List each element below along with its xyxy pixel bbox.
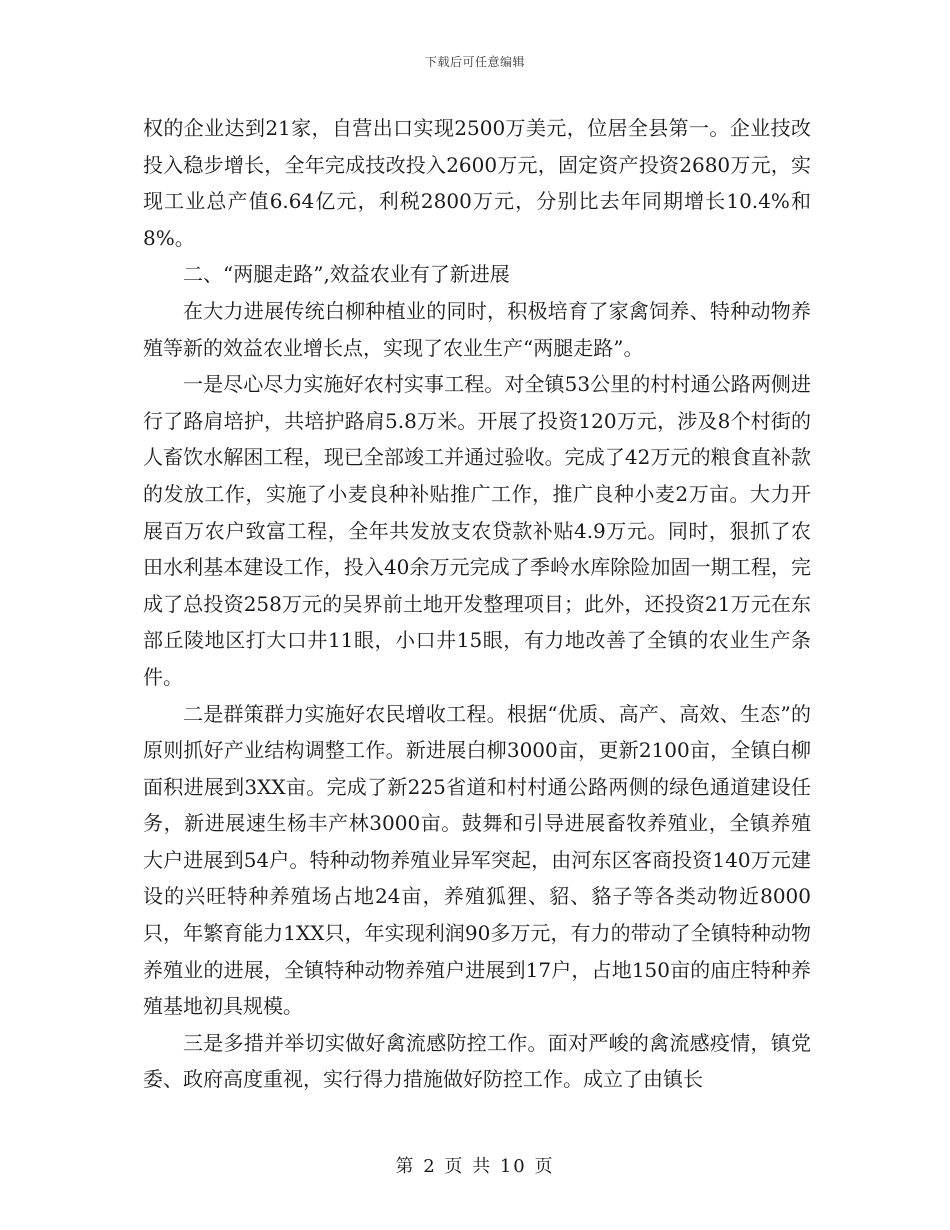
body-text	[143, 110, 811, 1098]
page-footer: 第 2 页 共 10 页	[395, 1156, 555, 1177]
paragraph-1: 权的企业达到21家，自营出口实现2500万美元，位居全县第一。企业技改投入稳步增长，全年完成技改投入2600万元，固定资产投资2680万元，实现工业总产值6.64亿元，利税2800万元，分别比去年同期增长10.4%和8%。	[143, 116, 811, 250]
page-header: 下载后可任意编辑	[424, 55, 525, 69]
paragraph-4: 二是群策群力实施好农民增收工程。根据“优质、高产、高效、生态”的原则抓好产业结构调整工作。新进展白柳3000亩，更新2100亩，全镇白柳面积进展到3XX亩。完成了新225省道和村村通公路两侧的绿色通道建设任务，新进展速生杨丰产林3000亩。鼓舞和引导进展畜牧养殖业，全镇养殖大户进展到54户。特种动物养殖业异军突起，由河东区客商投资140万元建设的兴旺特种养殖场占地24亩，养殖狐狸、貂、貉子等各类动物近8000只，年繁育能力1XX只，年实现利润90多万元，有力的带动了全镇特种动物养殖业的进展，全镇特种动物养殖户进展到17户，占地150亩的庙庄特种养殖基地初具规模。	[143, 701, 811, 1019]
paragraph-2: 在大力进展传统白柳种植业的同时，积极培育了家禽饲养、特种动物养殖等新的效益农业增长点，实现了农业生产“两腿走路”。	[143, 298, 811, 360]
paragraph-5: 三是多措并举切实做好禽流感防控工作。面对严峻的禽流感疫情，镇党委、政府高度重视，实行得力措施做好防控工作。成立了由镇长	[143, 1030, 811, 1092]
section-heading: 二、“两腿走路”,效益农业有了新进展	[183, 262, 510, 287]
paragraph-3: 一是尽心尽力实施好农村实事工程。对全镇53公里的村村通公路两侧进行了路肩培护，共培护路肩5.8万米。开展了投资120万元，涉及8个村街的人畜饮水解困工程，现已全部竣工并通过验收。完成了42万元的粮食直补款的发放工作，实施了小麦良种补贴推广工作，推广良种小麦2万亩。大力开展百万农户致富工程，全年共发放支农贷款补贴4.9万元。同时，狠抓了农田水利基本建设工作，投入40余万元完成了季岭水库除险加固一期工程，完成了总投资258万元的吴界前土地开发整理项目；此外，还投资21万元在东部丘陵地区打大口井11眼，小口井15眼，有力地改善了全镇的农业生产条件。	[143, 372, 811, 689]
